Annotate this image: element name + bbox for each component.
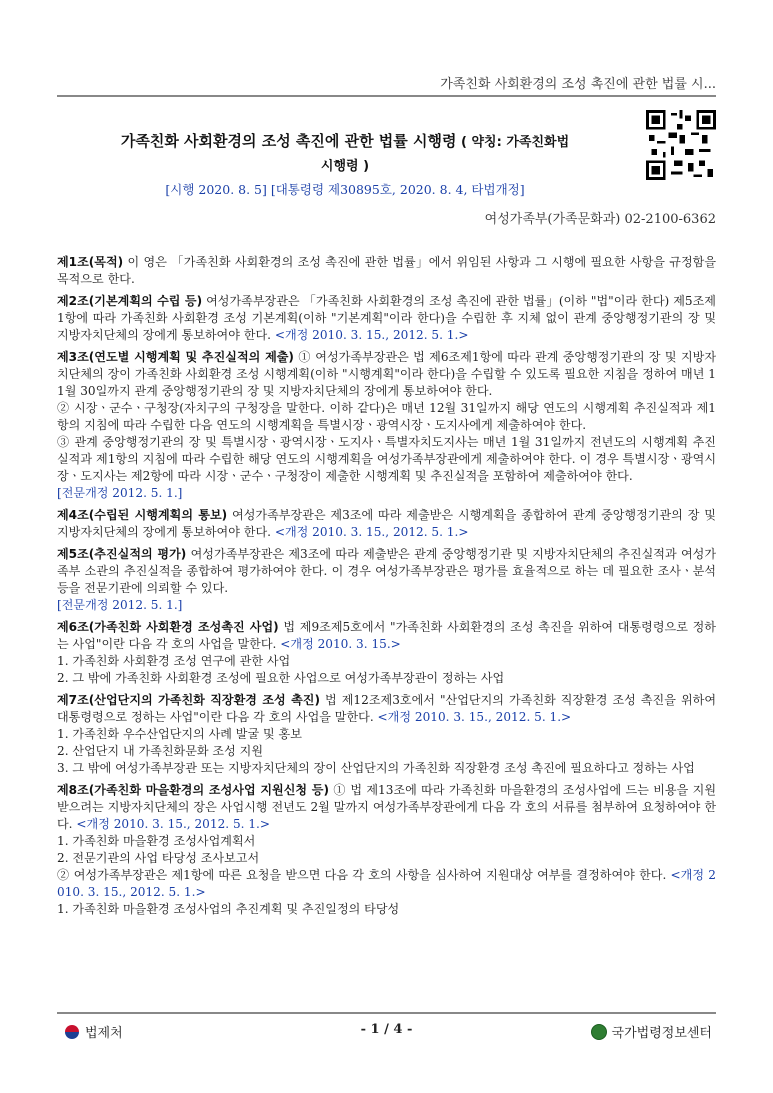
article-heading: 제6조(가족친화 사회환경 조성촉진 사업) [57, 620, 279, 634]
article-heading: 제5조(추진실적의 평가) [57, 547, 187, 561]
article-heading: 제8조(가족친화 마을환경의 조성사업 지원신청 등) [57, 783, 330, 797]
list-item: 2. 그 밖에 가족친화 사회환경 조성에 필요한 사업으로 여성가족부장관이 정하는 사업 [57, 671, 505, 685]
running-header [57, 73, 716, 97]
article-heading: 제4조(수립된 시행계획의 통보) [57, 508, 228, 522]
amendment-note[interactable]: [전문개정 2012. 5. 1.] [57, 486, 183, 500]
list-item: 1. 가족친화 마을환경 조성사업의 추진계획 및 추진일정의 타당성 [57, 902, 400, 916]
article-heading: 제2조(기본계획의 수립 등) [57, 294, 203, 308]
footer-right [591, 1022, 712, 1041]
article-5: 제5조(추진실적의 평가) 여성가족부장관은 제3조에 따라 제출받은 관계 중앙행정기관 및 지방자치단체의 추진실적과 여성가족부 소관의 추진실적을 종합하여 평가하여야 한다. 이 경우 여성가족부장관은 평가를 효율적으로 하는 데 필요한 조사ㆍ분석 등을 전문기관에 의뢰할 수 있다. [전문개정 2012. 5. 1.] [57, 547, 717, 612]
amendment-note[interactable]: <개정 2010. 3. 15.> [276, 637, 401, 651]
amendment-note[interactable]: <개정 2010. 3. 15., 2012. 5. 1.> [72, 817, 271, 831]
amendment-note[interactable]: <개정 2010. 3. 15., 2012. 5. 1.> [270, 328, 469, 342]
law-center-logo-icon [591, 1024, 607, 1040]
amendment-note[interactable]: <개정 2010. 3. 15., 2012. 5. 1.> [270, 525, 469, 539]
article-7: 제7조(산업단지의 가족친화 직장환경 조성 촉진) 법 제12조제3호에서 "산업단지의 가족친화 직장환경 조성 촉진을 위하여 대통령령으로 정하는 사업"이란 다음 각 호의 사업을 말한다. <개정 2010. 3. 15., 2012. 5. 1.> 1. 가족친화 우수산업단지의 사례 발굴 및 홍보 2. 산업단지 내 가족친화문화 조성 지원 3. 그 밖에 여성가족부장관 또는 지방자치단체의 장이 산업단지의 가족친화 직장환경 조성 촉진에 필요하다고 정하는 사업 [57, 693, 716, 775]
paragraph: ② 여성가족부장관은 제1항에 따른 요청을 받으면 다음 각 호의 사항을 심사하여 지원대상 여부를 결정하여야 한다. [57, 868, 667, 882]
list-item: 2. 전문기관의 사업 타당성 조사보고서 [57, 851, 260, 865]
list-item: 2. 산업단지 내 가족친화문화 조성 지원 [57, 744, 263, 758]
article-heading: 제1조(목적) [57, 255, 124, 269]
paragraph: ② 시장ㆍ군수ㆍ구청장(자치구의 구청장을 말한다. 이하 같다)은 매년 12월 31일까지 해당 연도의 시행계획 추진실적과 제1항의 지침에 따라 수립한 다음 연도의 시행계획을 특별시장ㆍ광역시장ㆍ도지사에게 제출하여야 한다. [57, 401, 716, 432]
page-footer [57, 1012, 716, 1040]
ministry-contact: 여성가족부(가족문화과) 02-2100-6362 [484, 212, 716, 227]
list-item: 1. 가족친화 마을환경 조성사업계획서 [57, 834, 256, 848]
qr-code[interactable] [646, 110, 716, 180]
article-heading: 제7조(산업단지의 가족친화 직장환경 조성 촉진) [57, 693, 321, 707]
amendment-note[interactable]: <개정 2010. 3. 15., 2012. 5. 1.> [373, 710, 572, 724]
article-8: 제8조(가족친화 마을환경의 조성사업 지원신청 등) ① 법 제13조에 따라 가족친화 마을환경의 조성사업에 드는 비용을 지원받으려는 지방자치단체의 장은 사업시행 전년도 2월 말까지 여성가족부장관에게 다음 각 호의 서류를 첨부하여 요청하여야 한다. <개정 2010. 3. 15., 2012. 5. 1.> 1. 가족친화 마을환경 조성사업계획서 2. 전문기관의 사업 타당성 조사보고서 ② 여성가족부장관은 제1항에 따른 요청을 받으면 다음 각 호의 사항을 심사하여 지원대상 여부를 결정하여야 한다. <개정 2010. 3. 15., 2012. 5. 1.> 1. 가족친화 마을환경 조성사업의 추진계획 및 추진일정의 타당성 [57, 783, 716, 916]
amendment-note[interactable]: <개정 2010. 3. 15., 2012. 5. 1.> [57, 868, 716, 899]
article-heading: 제3조(연도별 시행계획 및 추진실적의 제출) [57, 350, 294, 364]
list-item: 3. 그 밖에 여성가족부장관 또는 지방자치단체의 장이 산업단지의 가족친화 직장환경 조성 촉진에 필요하다고 정하는 사업 [57, 761, 695, 775]
list-item: 1. 가족친화 우수산업단지의 사례 발굴 및 홍보 [57, 727, 302, 741]
article-4: 제4조(수립된 시행계획의 통보) 여성가족부장관은 제3조에 따라 제출받은 시행계획을 종합하여 관계 중앙행정기관의 장 및 지방자치단체의 장에게 통보하여야 한다. <개정 2010. 3. 15., 2012. 5. 1.> [57, 508, 716, 539]
running-title: 가족친화 사회환경의 조성 촉진에 관한 법률 시... [440, 77, 716, 92]
law-abbreviation-end: 시행령 ) [320, 159, 370, 174]
article-6: 제6조(가족친화 사회환경 조성촉진 사업) 법 제9조제5호에서 "가족친화 사회환경의 조성 촉진을 위하여 대통령령으로 정하는 사업"이란 다음 각 호의 사업을 말한다. <개정 2010. 3. 15.> 1. 가족친화 사회환경 조성 연구에 관한 사업 2. 그 밖에 가족친화 사회환경 조성에 필요한 사업으로 여성가족부장관이 정하는 사업 [57, 620, 716, 685]
law-body [57, 254, 716, 923]
page-number: - 1 / 4 - [360, 1022, 413, 1037]
footer-source: 법제처 [85, 1026, 123, 1041]
law-abbreviation: ( 약칭: 가족친화법 [456, 135, 570, 150]
title-block [57, 130, 633, 198]
article-3: 제3조(연도별 시행계획 및 추진실적의 제출) ① 여성가족부장관은 법 제6조제1항에 따라 관계 중앙행정기관의 장 및 지방자치단체의 장이 가족친화 사회환경 조성 시행계획(이하 "시행계획"이라 한다)을 수립할 수 있도록 필요한 지침을 정하여 매년 11월 30일까지 관계 중앙행정기관의 장 및 지방자치단체의 장에게 통보하여야 한다. ② 시장ㆍ군수ㆍ구청장(자치구의 구청장을 말한다. 이하 같다)은 매년 12월 31일까지 해당 연도의 시행계획 추진실적과 제1항의 지침에 따라 수립한 다음 연도의 시행계획을 특별시장ㆍ광역시장ㆍ도지사에게 제출하여야 한다. ③ 관계 중앙행정기관의 장 및 특별시장ㆍ광역시장ㆍ도지사ㆍ특별자치도지사는 매년 1월 31일까지 전년도의 시행계획 추진실적과 제1항의 지침에 따라 수립한 해당 연도의 시행계획을 여성가족부장관에게 제출하여야 한다. 이 경우 특별시장ㆍ광역시장ㆍ도지사는 제2항에 따라 시장ㆍ군수ㆍ구청장이 제출한 시행계획 및 추진실적을 포함하여 제출하여야 한다. [전문개정 2012. 5. 1.] [57, 350, 716, 500]
amendment-note[interactable]: [전문개정 2012. 5. 1.] [57, 598, 183, 612]
footer-publisher: 국가법령정보센터 [611, 1026, 712, 1041]
effective-date: [시행 2020. 8. 5] [대통령령 제30895호, 2020. 8. 4, 타법개정] [165, 182, 525, 197]
paragraph: ③ 관계 중앙행정기관의 장 및 특별시장ㆍ광역시장ㆍ도지사ㆍ특별자치도지사는 매년 1월 31일까지 전년도의 시행계획 추진실적과 제1항의 지침에 따라 수립한 해당 연도의 시행계획을 여성가족부장관에게 제출하여야 한다. 이 경우 특별시장ㆍ광역시장ㆍ도지사는 제2항에 따라 시장ㆍ군수ㆍ구청장이 제출한 시행계획 및 추진실적을 포함하여 제출하여야 한다. [57, 435, 716, 483]
list-item: 1. 가족친화 사회환경 조성 연구에 관한 사업 [57, 654, 291, 668]
article-2: 제2조(기본계획의 수립 등) 여성가족부장관은 「가족친화 사회환경의 조성 촉진에 관한 법률」(이하 "법"이라 한다) 제5조제1항에 따라 가족친화 사회환경 조성 기본계획(이하 "기본계획"이라 한다)을 수립한 후 지체 없이 관계 중앙행정기관의 장 및 지방자치단체의 장에게 통보하여야 한다. <개정 2010. 3. 15., 2012. 5. 1.> [57, 294, 716, 342]
law-title: 가족친화 사회환경의 조성 촉진에 관한 법률 시행령 ( 약칭: 가족친화법 시행령 ) [120, 132, 570, 174]
article-1: 제1조(목적) 이 영은 「가족친화 사회환경의 조성 촉진에 관한 법률」에서 위임된 사항과 그 시행에 필요한 사항을 규정함을 목적으로 한다. [57, 255, 716, 286]
